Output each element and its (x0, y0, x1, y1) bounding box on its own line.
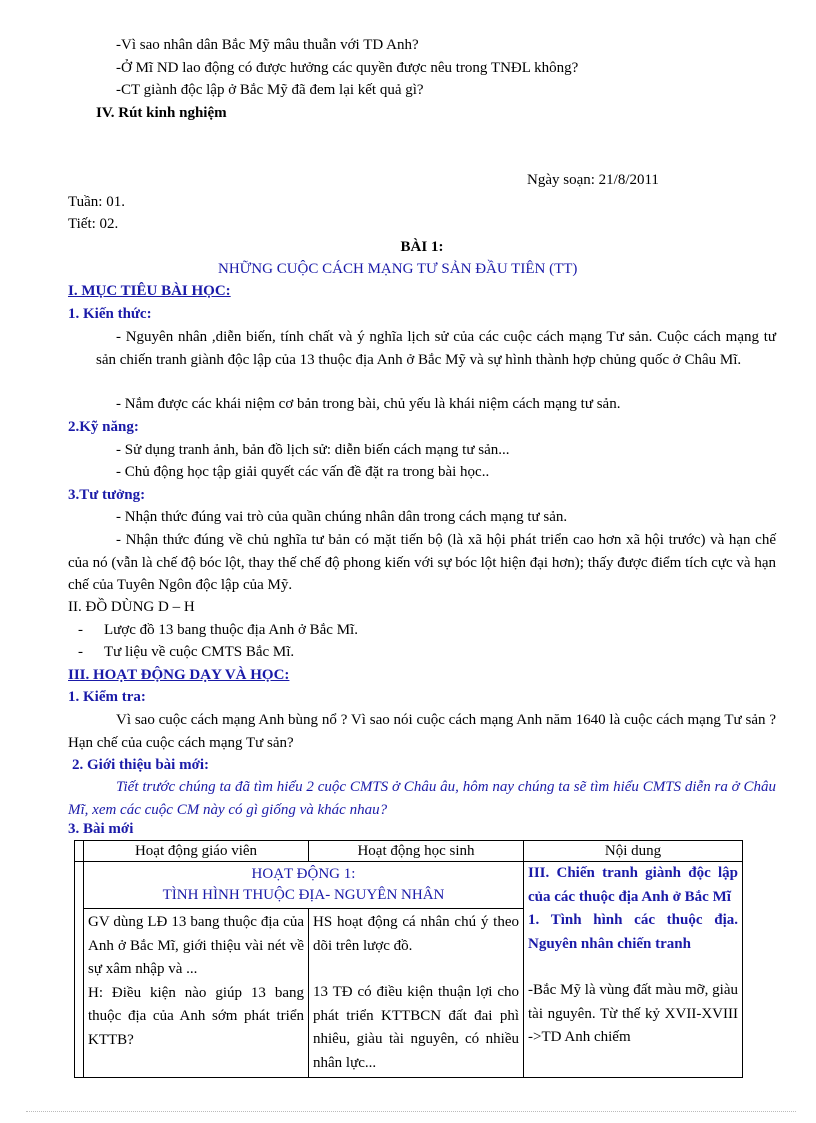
header-teacher: Hoạt động giáo viên (84, 841, 309, 862)
intro-text: Tiết trước chúng ta đã tìm hiểu 2 cuộc CMTS ở Châu âu, hôm nay chúng ta sẽ tìm hiểu CMTS diễn ra ở Châu Mĩ, xem các cuộc CM này có gì giống và khác nhau? (68, 779, 776, 818)
objectives-heading: I. MỤC TIÊU BÀI HỌC: (68, 283, 231, 299)
knowledge-paragraph-2: - Nắm được các khái niệm cơ bản trong bài, chủ yếu là khái niệm cách mạng tư sản. (116, 396, 621, 412)
thought-paragraph-2 (68, 529, 776, 597)
activity-title: HOẠT ĐỘNG 1: (251, 866, 356, 882)
lesson-number: Tiết: 02. (68, 216, 119, 232)
content-subheading: 1. Tình hình các thuộc địa. Nguyên nhân chiến tranh (528, 912, 738, 952)
thought-heading: 3.Tư tưởng: (68, 487, 146, 503)
skills-paragraph-2: - Chủ động học tập giải quyết các vấn đề đặt ra trong bài học.. (116, 464, 490, 480)
student-text-2: 13 TĐ có điều kiện thuận lợi cho phát triển KTTBCN đất đai phì nhiêu, giàu tài nguyên, có nhiều nhân lực... (313, 984, 519, 1071)
header-student: Hoạt động học sinh (309, 841, 524, 862)
date-line: Ngày soạn: 21/8/2011 (527, 172, 659, 188)
thought-text-2: - Nhận thức đúng về chủ nghĩa tư bản có mặt tiến bộ (là xã hội phát triển cao hơn xã hội trước) và hạn chế của nó (vẫn là chế độ bóc lột, thay thế chế độ phong kiến với sự bóc lột hiện đại hơn); thấy được điểm tích cực và hạn chế của Tuyên Ngôn độc lập của Mỹ. (68, 532, 776, 593)
skills-heading: 2.Kỹ năng: (68, 419, 139, 435)
knowledge-heading: 1. Kiến thức: (68, 306, 152, 322)
materials-item-1: Lược đồ 13 bang thuộc địa Anh ở Bắc Mĩ. (104, 622, 358, 638)
section-iv-heading: IV. Rút kinh nghiệm (96, 105, 227, 121)
header-content: Nội dung (524, 841, 743, 862)
content-spacer (528, 956, 738, 979)
materials-heading: II. ĐỒ DÙNG D – H (68, 599, 195, 615)
student-text-1: HS hoạt động cá nhân chú ý theo dõi trên lược đồ. (313, 914, 519, 954)
table-gutter-body (75, 862, 84, 1078)
content-cell (524, 862, 743, 1078)
teacher-cell (84, 909, 309, 1078)
knowledge-text-1: - Nguyên nhân ,diễn biến, tính chất và ý nghĩa lịch sử của các cuộc cách mạng Tư sản. Cuộc cách mạng tư sản chiến tranh giành độc lập của 13 thuộc địa Anh ở Bắc Mỹ và sự hình thành hợp chủng quốc ở Châu Mĩ. (96, 329, 776, 368)
new-lesson-heading: 3. Bài mới (68, 821, 134, 837)
question-1: -Vì sao nhân dân Bắc Mỹ mâu thuẫn với TD Anh? (116, 37, 419, 53)
materials-bullet-2: - (78, 644, 83, 660)
question-2: -Ở Mĩ ND lao động có được hưởng các quyền được nêu trong TNĐL không? (116, 60, 579, 76)
activity-subtitle: TÌNH HÌNH THUỘC ĐỊA- NGUYÊN NHÂN (162, 887, 445, 903)
intro-paragraph (68, 776, 776, 821)
check-heading: 1. Kiểm tra: (68, 689, 146, 705)
knowledge-paragraph-1 (68, 326, 776, 371)
teacher-text-2: H: Điều kiện nào giúp 13 bang thuộc địa của Anh sớm phát triển KTTB? (88, 984, 304, 1048)
activities-heading: III. HOẠT ĐỘNG DẠY VÀ HỌC: (68, 667, 290, 683)
activity-header-cell (84, 862, 524, 909)
check-paragraph (68, 709, 776, 754)
thought-paragraph-1: - Nhận thức đúng vai trò của quần chúng nhân dân trong cách mạng tư sản. (116, 509, 568, 525)
lesson-subtitle: NHỮNG CUỘC CÁCH MẠNG TƯ SẢN ĐẦU TIÊN (TT) (218, 261, 578, 277)
page-footer-rule (26, 1111, 796, 1112)
materials-bullet-1: - (78, 622, 83, 638)
student-cell (309, 909, 524, 1078)
teacher-text-1: GV dùng LĐ 13 bang thuộc địa của Anh ở Bắc Mĩ, giới thiệu vài nét về sự xâm nhập và ... (88, 914, 304, 977)
table-gutter (75, 841, 84, 862)
materials-item-2: Tư liệu về cuộc CMTS Bắc Mĩ. (104, 644, 295, 660)
intro-heading: 2. Giới thiệu bài mới: (72, 757, 210, 773)
question-3: -CT giành độc lập ở Bắc Mỹ đã đem lại kết quả gì? (116, 82, 424, 98)
content-text: -Bắc Mỹ là vùng đất màu mỡ, giàu tài nguyên. Từ thế kỷ XVII-XVIII ->TD Anh chiếm (528, 982, 738, 1045)
content-heading: III. Chiến tranh giành độc lập của các thuộc địa Anh ở Bắc Mĩ (528, 865, 738, 905)
week-line: Tuần: 01. (68, 194, 125, 210)
lesson-title: BÀI 1: (400, 239, 444, 255)
student-spacer (313, 958, 519, 981)
skills-paragraph-1: - Sử dụng tranh ảnh, bản đồ lịch sử: diễn biến cách mạng tư sản... (116, 442, 510, 458)
lesson-table (74, 840, 743, 1078)
check-text: Vì sao cuộc cách mạng Anh bùng nổ ? Vì sao nói cuộc cách mạng Anh năm 1640 là cuộc cách mạng Tư sản ? Hạn chế của cuộc cách mạng Tư sản? (68, 712, 776, 751)
